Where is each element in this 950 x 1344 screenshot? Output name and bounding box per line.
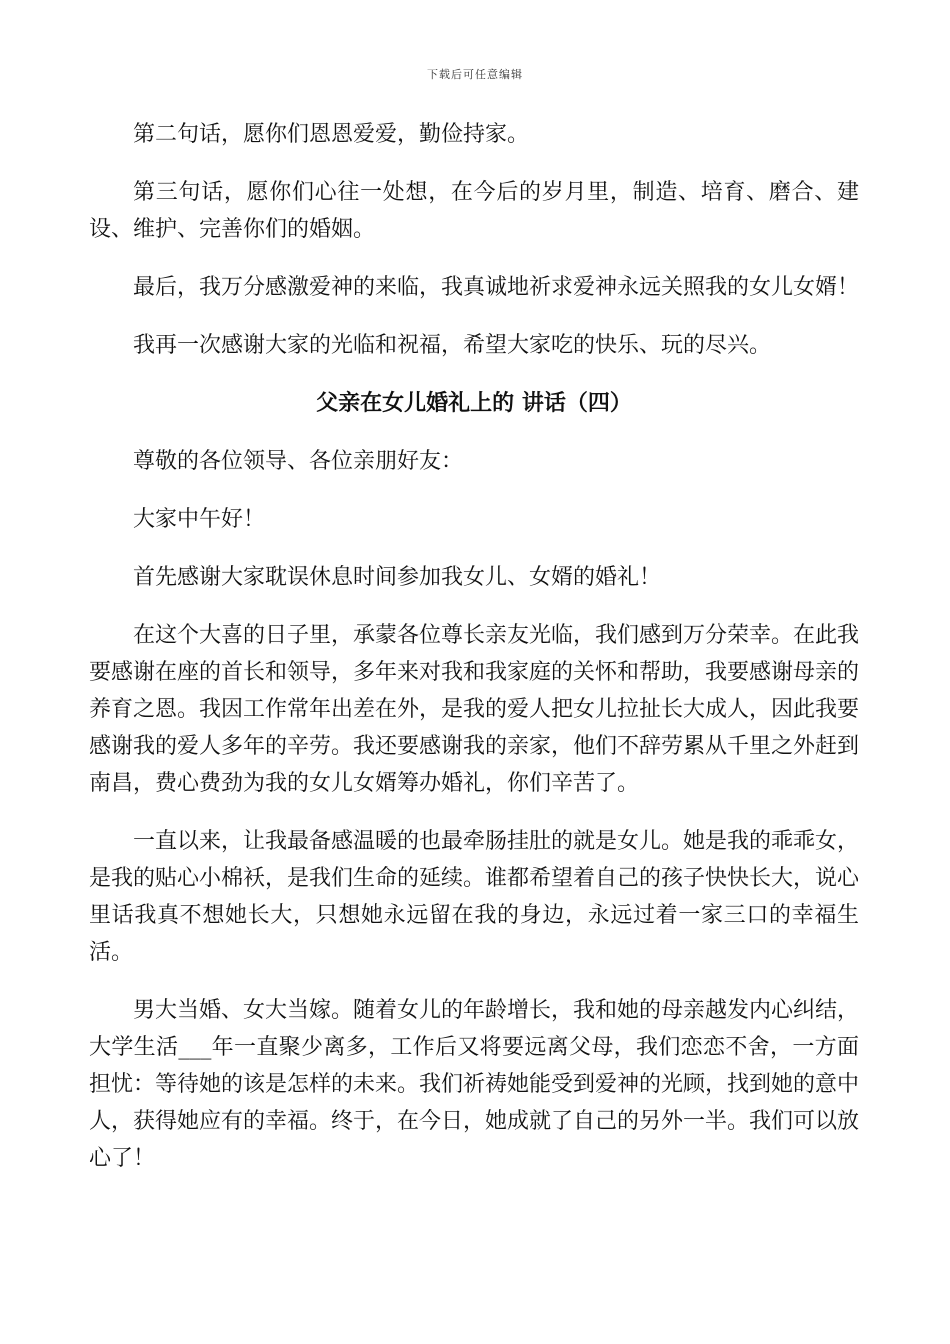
page-header: 下载后可任意编辑 <box>427 68 523 81</box>
document-body <box>89 116 859 1198</box>
paragraph: 第三句话，愿你们心往一处想，在今后的岁月里，制造、培育、磨合、建设、维护、完善你们的婚姻。 <box>89 180 859 242</box>
paragraph: 第二句话，愿你们恩恩爱爱，勤俭持家。 <box>133 122 530 147</box>
paragraph: 我再一次感谢大家的光临和祝福，希望大家吃的快乐、玩的尽兴。 <box>133 333 772 358</box>
paragraph: 男大当婚、女大当嫁。随着女儿的年龄增长，我和她的母亲越发内心纠结，大学生活___年一直聚少离多，工作后又将要远离父母，我们恋恋不舍，一方面担忧：等待她的该是怎样的未来。我们祈祷她能受到爱神的光顾，找到她的意中人，获得她应有的幸福。终于，在今日，她成就了自己的另外一半。我们可以放心了！ <box>89 998 860 1171</box>
paragraph: 一直以来，让我最备感温暖的也最牵肠挂肚的就是女儿。她是我的乖乖女，是我的贴心小棉袄，是我们生命的延续。谁都希望着自己的孩子快快长大，说心里话我真不想她长大，只想她永远留在我的身边，永远过着一家三口的幸福生活。 <box>89 829 860 965</box>
paragraph: 尊敬的各位领导、各位亲朋好友： <box>133 449 464 474</box>
paragraph: 最后，我万分感激爱神的来临，我真诚地祈求爱神永远关照我的女儿女婿！ <box>133 275 860 300</box>
paragraph: 大家中午好！ <box>133 507 266 532</box>
paragraph: 在这个大喜的日子里，承蒙各位尊长亲友光临，我们感到万分荣幸。在此我要感谢在座的首长和领导，多年来对我和我家庭的关怀和帮助，我要感谢母亲的养育之恩。我因工作常年出差在外，是我的爱人把女儿拉扯长大成人，因此我要感谢我的爱人多年的辛劳。我还要感谢我的亲家，他们不辞劳累从千里之外赶到南昌，费心费劲为我的女儿女婿筹办婚礼，你们辛苦了。 <box>89 623 860 796</box>
section-title: 父亲在女儿婚礼上的 讲话（四） <box>316 391 632 416</box>
paragraph: 首先感谢大家耽误休息时间参加我女儿、女婿的婚礼！ <box>133 565 662 590</box>
